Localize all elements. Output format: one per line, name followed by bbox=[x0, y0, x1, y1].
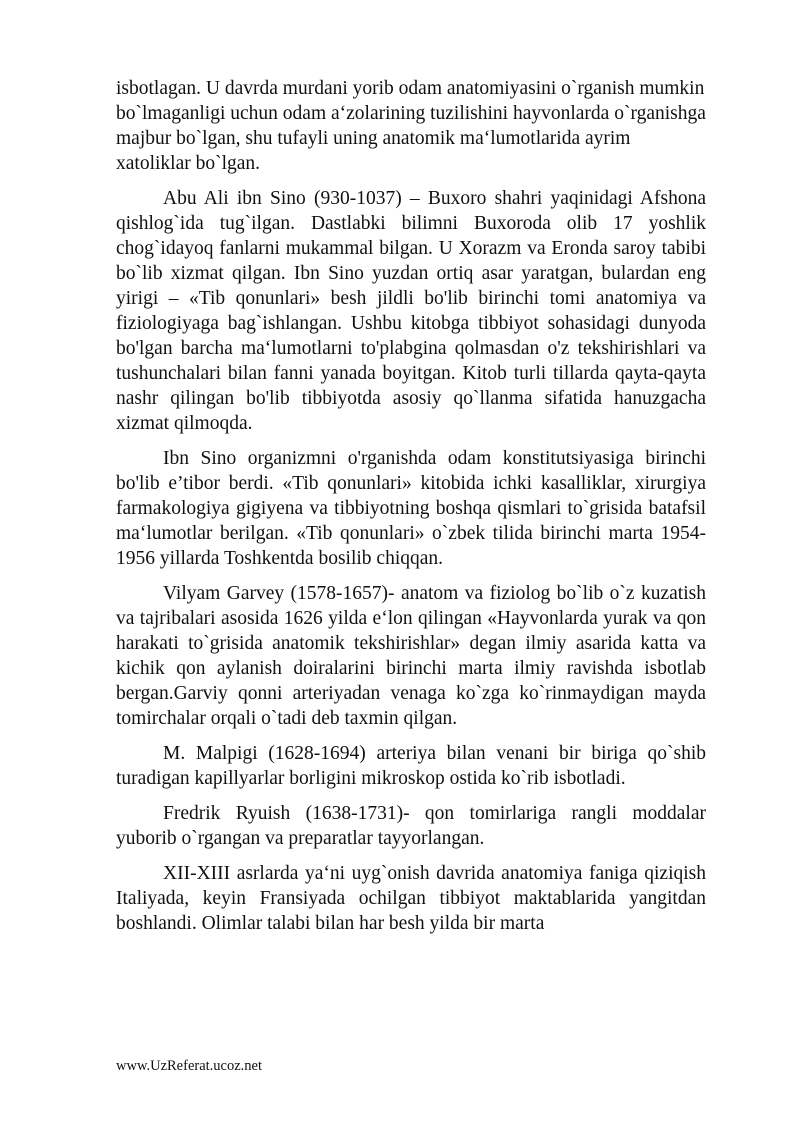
paragraph-ibn-sino-constitution: Ibn Sino organizmni o'rganishda odam konstitutsiyasiga birinchi bo'lib e’tibor berdi. «Tib qonunlari» kitobida ichki kasalliklar, xirurgiya farmakologiya gigiyena va tibbiyotning boshqa qismlari to`grisida batafsil ma‘lumotlar berilgan. «Tib qonunlari» o`zbek tilida birinchi marta 1954-1956 yillarda Toshkentda bosilib chiqqan. bbox=[116, 448, 706, 569]
paragraph-malpigi: M. Malpigi (1628-1694) arteriya bilan venani bir biriga qo`shib turadigan kapillyarlar borligini mikroskop ostida ko`rib isbotladi. bbox=[116, 743, 706, 789]
paragraph-garvey: Vilyam Garvey (1578-1657)- anatom va fiziolog bo`lib o`z kuzatish va tajribalari asosida 1626 yilda e‘lon qilingan «Hayvonlarda yurak va qon harakati to`grisida anatomik tekshirishlar» degan ilmiy asarida katta va kichik qon aylanish doiralarini birinchi marta ilmiy ravishda isbotlab bergan.Garviy qonni arteriyadan venaga ko`zga ko`rinmaydigan mayda tomirchalar orqali o`tadi deb taxmin qilgan. bbox=[116, 583, 706, 729]
footer-url: www.UzReferat.ucoz.net bbox=[116, 1058, 263, 1074]
body-text bbox=[116, 76, 706, 946]
paragraph-renaissance: XII-XIII asrlarda ya‘ni uyg`onish davrida anatomiya faniga qiziqish Italiyada, keyin Fransiyada ochilgan tibbiyot maktablarida yangitdan boshlandi. Olimlar talabi bilan har besh yilda bir marta bbox=[116, 863, 706, 934]
paragraph-ryuish: Fredrik Ryuish (1638-1731)- qon tomirlariga rangli moddalar yuborib o`rgangan va preparatlar tayyorlangan. bbox=[116, 803, 706, 849]
paragraph-continuation: isbotlagan. U davrda murdani yorib odam anatomiyasini o`rganish mumkin bo`lmaganligi uchun odam a‘zolarining tuzilishini hayvonlarda o`rganishga majbur bo`lgan, shu tufayli uning anatomik ma‘lumotlarida ayrim xatoliklar bo`lgan. bbox=[116, 78, 706, 174]
paragraph-ibn-sino-biography: Abu Ali ibn Sino (930-1037) – Buxoro shahri yaqinidagi Afshona qishlog`ida tug`ilgan. Dastlabki bilimni Buxoroda olib 17 yoshlik chog`idayoq fanlarni mukammal bilgan. U Xorazm va Eronda saroy tabibi bo`lib xizmat qilgan. Ibn Sino yuzdan ortiq asar yaratgan, bulardan eng yirigi – «Tib qonunlari» besh jildli bo'lib birinchi tomi anatomiya va fiziologiyaga bag`ishlangan. Ushbu kitobga tibbiyot sohasidagi dunyoda bo'lgan barcha ma‘lumotlarni to'plabgina qolmasdan o'z tekshirishlari va tushunchalari bilan fanni yanada boyitgan. Kitob turli tillarda qayta-qayta nashr qilingan bo'lib tibbiyotda asosiy qo`llanma sifatida hanuzgacha xizmat qilmoqda. bbox=[116, 188, 706, 434]
